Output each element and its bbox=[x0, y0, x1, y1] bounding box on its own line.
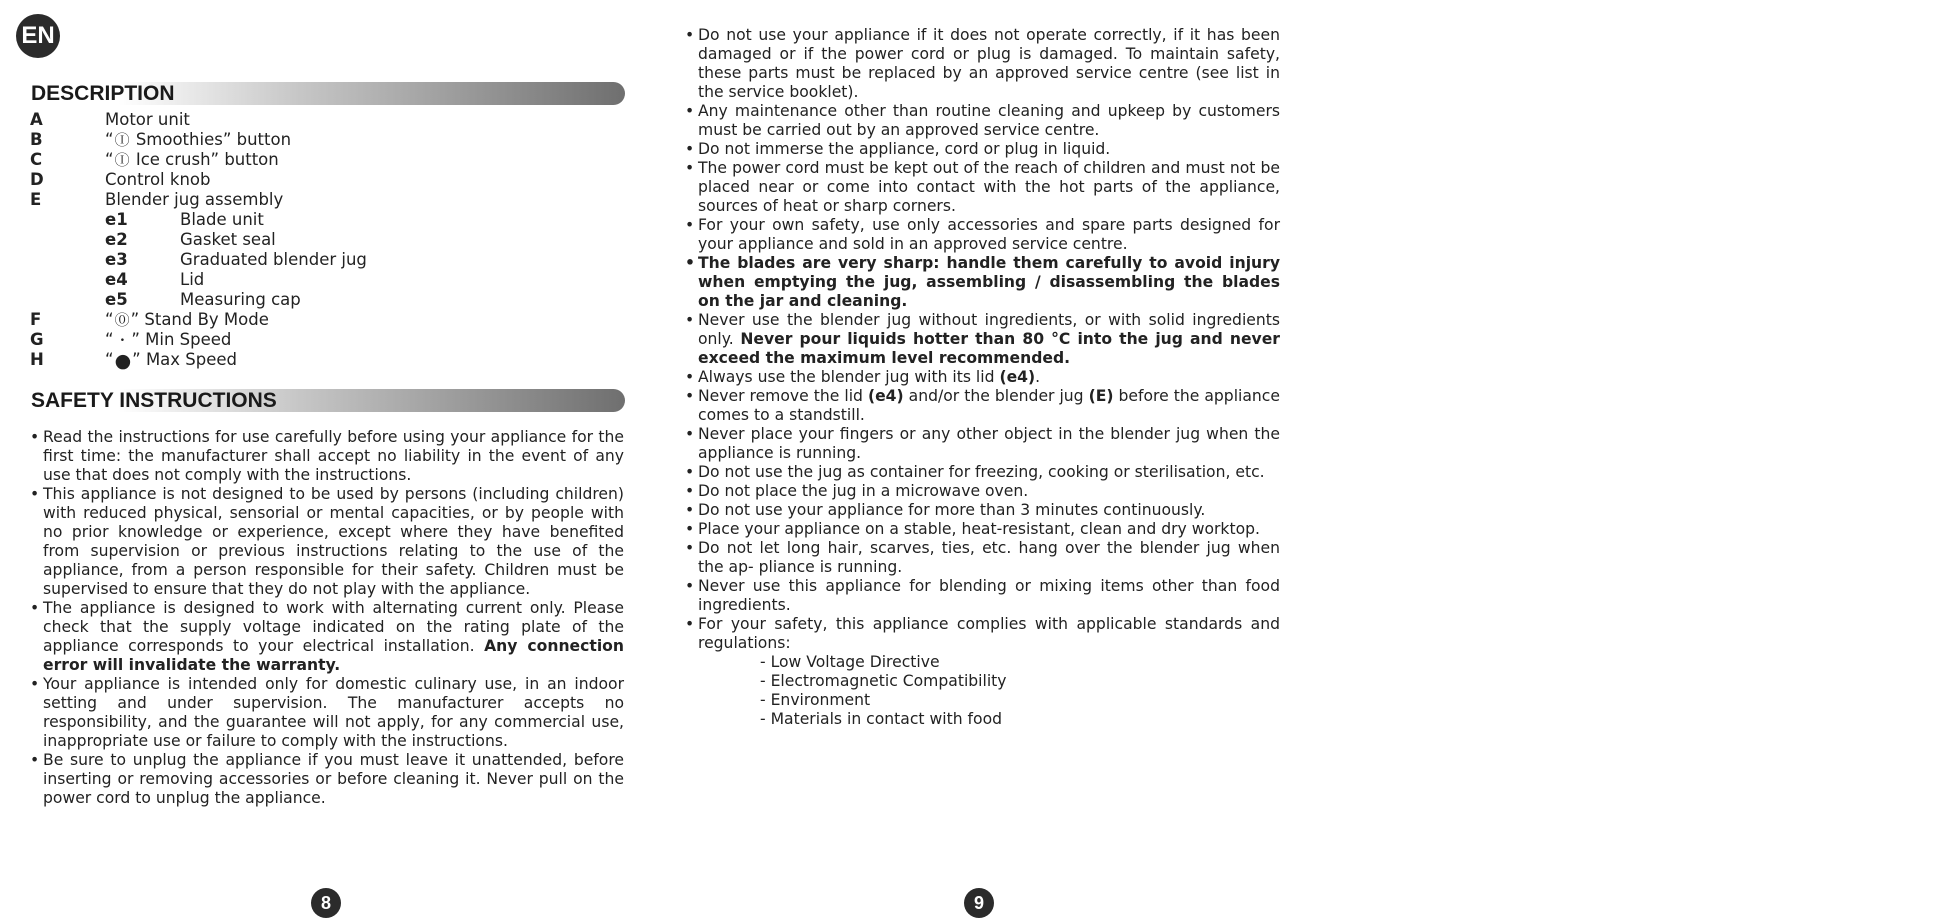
desc-letter: C bbox=[30, 150, 43, 169]
power-symbol-icon: Ⓘ bbox=[114, 131, 130, 149]
desc-subitem-e2 bbox=[30, 230, 620, 250]
desc-sub-letter: e2 bbox=[105, 230, 128, 249]
standby-icon: ⓪ bbox=[114, 311, 130, 329]
standards-item: - Electromagnetic Compatibility bbox=[760, 672, 1007, 690]
safety-bullet: • For your safety, this appliance complies with applicable standards and regulations: - Low Voltage Directive - Electromagnetic Compatibility - Environment - Materials in contact with food bbox=[685, 615, 1280, 729]
desc-text: “Ⓘ Ice crush” button bbox=[105, 150, 279, 169]
desc-text: Gasket seal bbox=[180, 230, 276, 249]
safety-bullet: • Your appliance is intended only for domestic culinary use, in an indoor setting and under supervision. The manufacturer accepts no responsibility, and the guarantee will not apply, for any commercial use, inappropriate use or failure to comply with the instructions. bbox=[30, 675, 624, 751]
desc-item-c bbox=[30, 150, 620, 170]
power-symbol-icon: Ⓘ bbox=[114, 151, 130, 169]
desc-letter: G bbox=[30, 330, 44, 349]
desc-text: “●” Max Speed bbox=[105, 350, 238, 372]
safety-bullet: • Be sure to unplug the appliance if you must leave it unattended, before inserting or removing accessories or before cleaning it. Never pull on the power cord to unplug the appliance. bbox=[30, 751, 624, 808]
safety-bullet: • The power cord must be kept out of the reach of children and must not be placed near or come into contact with the hot parts of the appliance, sources of heat or sharp corners. bbox=[685, 159, 1280, 216]
desc-text: Blade unit bbox=[180, 210, 264, 229]
description-heading: DESCRIPTION bbox=[31, 82, 175, 105]
safety-bullet: • Never remove the lid (e4) and/or the blender jug (E) before the appliance comes to a standstill. bbox=[685, 387, 1280, 425]
desc-subitem-e5 bbox=[30, 290, 620, 310]
desc-text: “Ⓘ Smoothies” button bbox=[105, 130, 292, 149]
desc-item-b bbox=[30, 130, 620, 150]
standards-item: - Low Voltage Directive bbox=[760, 653, 940, 671]
desc-letter: A bbox=[30, 110, 43, 129]
safety-bullet: • Place your appliance on a stable, heat-resistant, clean and dry worktop. bbox=[685, 520, 1280, 539]
language-badge: EN bbox=[16, 14, 60, 58]
desc-subitem-e4 bbox=[30, 270, 620, 290]
min-speed-dot-icon: • bbox=[119, 335, 126, 346]
desc-sub-letter: e3 bbox=[105, 250, 128, 269]
safety-bullet: • Do not place the jug in a microwave oven. bbox=[685, 482, 1280, 501]
desc-item-g bbox=[30, 330, 620, 350]
desc-letter: E bbox=[30, 190, 42, 209]
desc-sub-letter: e4 bbox=[105, 270, 128, 289]
safety-bullet: • Read the instructions for use carefully before using your appliance for the first time: the manufacturer shall accept no liability in the event of any use that does not comply with the instructions. bbox=[30, 428, 624, 485]
safety-bullet: • Do not immerse the appliance, cord or plug in liquid. bbox=[685, 140, 1280, 159]
warranty-warning: Any connection error will invalidate the warranty. bbox=[43, 637, 624, 674]
standards-item: - Environment bbox=[760, 691, 871, 709]
safety-bullet: • Any maintenance other than routine cleaning and upkeep by customers must be carried out by an approved service centre. bbox=[685, 102, 1280, 140]
desc-subitem-e3 bbox=[30, 250, 620, 270]
desc-text: Measuring cap bbox=[180, 290, 301, 309]
safety-bullet: • Do not use your appliance for more than 3 minutes continuously. bbox=[685, 501, 1280, 520]
desc-text: Graduated blender jug bbox=[180, 250, 367, 269]
standards-list bbox=[760, 653, 1280, 729]
desc-text: Control knob bbox=[105, 170, 211, 189]
desc-letter: F bbox=[30, 310, 42, 329]
desc-text: Lid bbox=[180, 270, 205, 289]
desc-text: “ • ” Min Speed bbox=[105, 330, 232, 349]
safety-bullet: • Never use this appliance for blending or mixing items other than food ingredients. bbox=[685, 577, 1280, 615]
safety-bullet: • Do not use the jug as container for freezing, cooking or sterilisation, etc. bbox=[685, 463, 1280, 482]
safety-bullet: • This appliance is not designed to be used by persons (including children) with reduced physical, sensorial or mental capacities, or by people with no prior knowledge or experience, except where they have benefited from supervision or previous instructions relating to the use of the appliance, from a person responsible for their safety. Children must be supervised to ensure that they do not play with the appliance. bbox=[30, 485, 624, 599]
temperature-warning: Never pour liquids hotter than 80 °C into the jug and never exceed the maximum level recommended. bbox=[698, 330, 1280, 367]
safety-bullet: • Never place your fingers or any other object in the blender jug when the appliance is running. bbox=[685, 425, 1280, 463]
desc-text: Blender jug assembly bbox=[105, 190, 284, 209]
description-heading-bar bbox=[29, 82, 625, 105]
desc-item-a bbox=[30, 110, 620, 130]
safety-bullet: • Always use the blender jug with its lid (e4). bbox=[685, 368, 1280, 387]
safety-heading-bar bbox=[29, 389, 625, 412]
desc-item-e bbox=[30, 190, 620, 210]
page-number-right: 9 bbox=[964, 888, 994, 918]
standards-item: - Materials in contact with food bbox=[760, 710, 1003, 728]
desc-letter: D bbox=[30, 170, 44, 189]
safety-bullet-blades-warning: • The blades are very sharp: handle them carefully to avoid injury when emptying the jug, assembling / disassembling the blades on the jar and cleaning. bbox=[685, 254, 1280, 311]
max-speed-dot-icon: ● bbox=[114, 350, 132, 372]
desc-letter: B bbox=[30, 130, 43, 149]
desc-sub-letter: e1 bbox=[105, 210, 128, 229]
desc-item-d bbox=[30, 170, 620, 190]
description-list bbox=[30, 110, 620, 370]
safety-heading: SAFETY INSTRUCTIONS bbox=[31, 389, 277, 412]
desc-item-h bbox=[30, 350, 620, 370]
desc-text: “⓪” Stand By Mode bbox=[105, 310, 269, 329]
desc-subitem-e1 bbox=[30, 210, 620, 230]
desc-item-f bbox=[30, 310, 620, 330]
safety-list-left bbox=[30, 428, 624, 808]
safety-bullet: • Never use the blender jug without ingredients, or with solid ingredients only. Never pour liquids hotter than 80 °C into the jug and never exceed the maximum level recommended. bbox=[685, 311, 1280, 368]
desc-letter: H bbox=[30, 350, 44, 369]
safety-bullet: • Do not let long hair, scarves, ties, etc. hang over the blender jug when the ap- pliance is running. bbox=[685, 539, 1280, 577]
desc-sub-letter: e5 bbox=[105, 290, 128, 309]
safety-bullet: • For your own safety, use only accessories and spare parts designed for your appliance and sold in an approved service centre. bbox=[685, 216, 1280, 254]
page-number-left: 8 bbox=[311, 888, 341, 918]
safety-list-right bbox=[685, 26, 1280, 729]
safety-bullet: • Do not use your appliance if it does not operate correctly, if it has been damaged or if the power cord or plug is damaged. To maintain safety, these parts must be replaced by an approved service centre (see list in the service booklet). bbox=[685, 26, 1280, 102]
desc-text: Motor unit bbox=[105, 110, 190, 129]
safety-bullet: • The appliance is designed to work with alternating current only. Please check that the supply voltage indicated on the rating plate of the appliance corresponds to your electrical installation. Any connection error will invalidate the warranty. bbox=[30, 599, 624, 675]
